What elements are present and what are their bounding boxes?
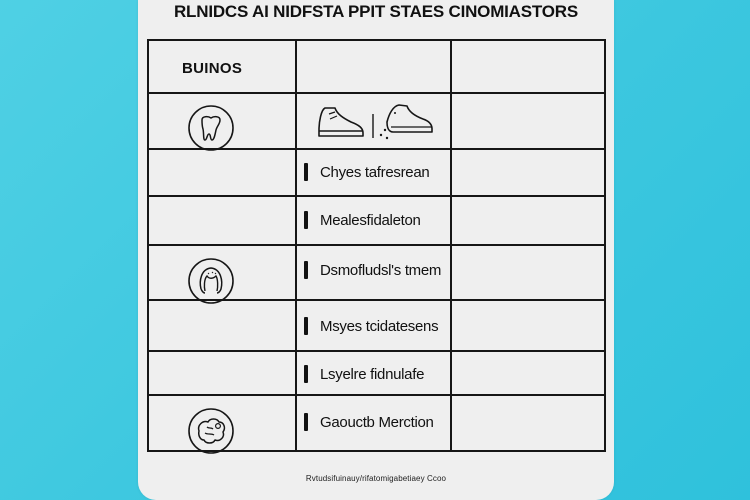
woman-face-icon (187, 257, 235, 305)
list-item-label: Lsyelre fidnulafe (320, 365, 425, 383)
document-title: RLNIDCS AI NIDFSTA PPIT STAES CINOMIASTORS (173, 2, 579, 21)
table-rule (147, 39, 605, 41)
row-marker (304, 317, 308, 335)
brain-icon (187, 407, 235, 455)
table-rule (147, 244, 605, 246)
table-column-rule (604, 39, 606, 452)
document-card (138, 0, 614, 500)
row-marker (304, 365, 308, 383)
list-item (304, 314, 438, 338)
list-item (304, 410, 434, 434)
list-item-label: Dsmofludsl's tmem (320, 261, 442, 279)
list-item-label: Chyes tafresrean (320, 163, 430, 181)
table-column-rule (295, 39, 297, 452)
shoe-icon (315, 100, 435, 144)
table-column-rule (147, 39, 149, 452)
list-item-label: Mealesfidaleton (320, 211, 421, 229)
list-item (304, 160, 429, 184)
table-rule (147, 92, 605, 94)
row-marker (304, 413, 308, 431)
section-label: BUINOS (182, 60, 243, 77)
table-rule (147, 394, 605, 396)
list-item (304, 362, 424, 386)
list-item-label: Gaouctb Merction (320, 413, 434, 431)
list-item-label: Msyes tcidatesens (320, 317, 439, 335)
table-column-rule (450, 39, 452, 452)
list-item (304, 208, 421, 232)
row-marker (304, 211, 308, 229)
table-rule (147, 195, 605, 197)
table-rule (147, 350, 605, 352)
row-marker (304, 261, 308, 279)
tooth-icon (187, 104, 235, 152)
list-item (304, 258, 441, 282)
row-marker (304, 163, 308, 181)
footer-note: Rvtudsifuinauy/rifatomigabetiaey Ccoo (305, 474, 447, 483)
